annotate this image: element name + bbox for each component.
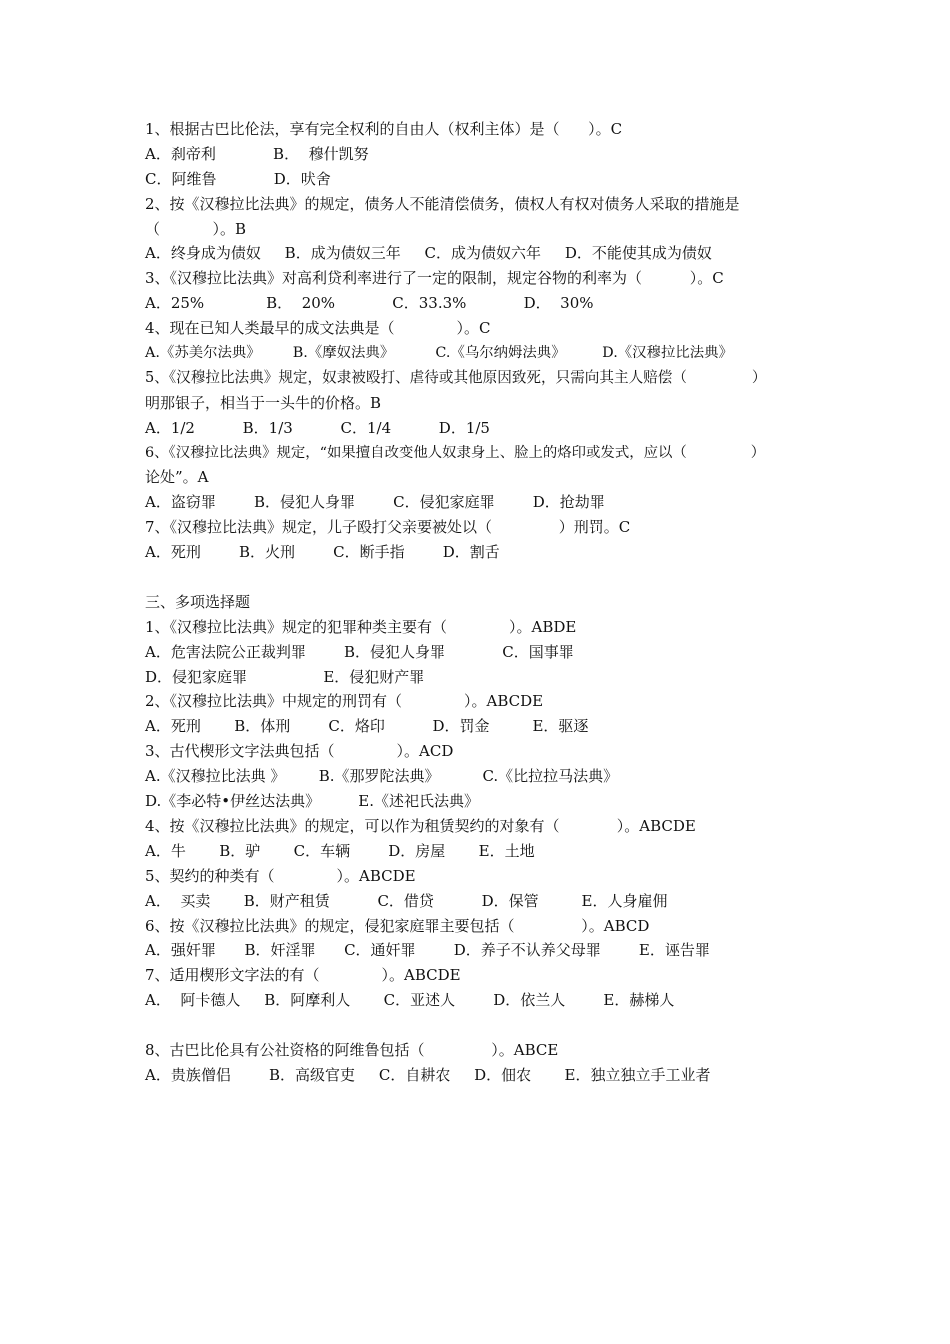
option-line: A.《苏美尔法典》 B.《摩奴法典》 C.《乌尔纳姆法典》 D.《汉穆拉比法典》 xyxy=(145,345,733,362)
option-line: A．死刑 B．体刑 C．烙印 D．罚金 E．驱逐 xyxy=(145,717,589,736)
question-text: 5、契约的种类有（ ）。ABCDE xyxy=(145,866,416,885)
option-line: D．侵犯家庭罪 E．侵犯财产罪 xyxy=(145,667,425,686)
option-line: A．死刑 B．火刑 C．断手指 D．割舌 xyxy=(145,543,500,562)
single-q6 xyxy=(145,441,810,516)
option-line: A．危害法院公正裁判罪 B．侵犯人身罪 C．国事罪 xyxy=(145,642,574,661)
question-text: 7、适用楔形文字法的有（ ）。ABCDE xyxy=(145,966,461,985)
question-text: 7、《汉穆拉比法典》规定，儿子殴打父亲要被处以（ ）刑罚。C xyxy=(145,518,631,537)
option-line: A．盗窃罪 B．侵犯人身罪 C．侵犯家庭罪 D．抢劫罪 xyxy=(145,493,605,512)
question-text: 1、《汉穆拉比法典》规定的犯罪种类主要有（ ）。ABDE xyxy=(145,617,577,636)
question-text: 2、按《汉穆拉比法典》的规定，债务人不能清偿债务，债权人有权对债务人采取的措施是 xyxy=(145,194,740,213)
option-line: C．阿维鲁 D．吠舍 xyxy=(145,169,331,188)
option-line: A．强奸罪 B．奸淫罪 C．通奸罪 D．养子不认养父母罪 E．诬告罪 xyxy=(145,941,710,960)
question-text-cont: 论处”。A xyxy=(145,468,209,487)
question-text: 4、按《汉穆拉比法典》的规定，可以作为租赁契约的对象有（ ）。ABCDE xyxy=(145,816,696,835)
option-line: A． 阿卡德人 B．阿摩利人 C．亚述人 D．依兰人 E．赫梯人 xyxy=(145,991,675,1010)
question-text: 1、根据古巴比伦法，享有完全权利的自由人（权利主体）是（ ）。C xyxy=(145,120,623,138)
option-line: A．牛 B．驴 C．车辆 D．房屋 E．土地 xyxy=(145,841,535,860)
document-content xyxy=(145,117,810,1088)
spacer xyxy=(145,565,810,590)
question-text-cont: （ ）。B xyxy=(145,219,246,238)
option-line: A．1/2 B．1/3 C．1/4 D．1/5 xyxy=(145,418,490,437)
option-line: A．25% B． 20% C．33.3% D． 30% xyxy=(145,294,594,313)
single-q4 xyxy=(145,316,810,366)
option-line: A.《汉穆拉比法典 》 B.《那罗陀法典》 C.《比拉拉马法典》 xyxy=(145,767,619,786)
spacer xyxy=(145,1013,810,1038)
multi-q3 xyxy=(145,739,810,814)
single-q3 xyxy=(145,266,810,316)
question-text: 8、古巴比伦具有公社资格的阿维鲁包括（ ）。ABCE xyxy=(145,1040,559,1059)
multi-q8 xyxy=(145,1038,810,1088)
question-text: 5、《汉穆拉比法典》规定，奴隶被殴打、虐待或其他原因致死，只需向其主人赔偿（ ） xyxy=(145,368,767,386)
question-text-cont: 明那银子，相当于一头牛的价格。B xyxy=(145,393,382,412)
question-text: 2、《汉穆拉比法典》中规定的刑罚有（ ）。ABCDE xyxy=(145,692,544,711)
question-text: 3、古代楔形文字法典包括（ ）。ACD xyxy=(145,742,454,761)
multi-q5 xyxy=(145,864,810,914)
question-text: 6、《汉穆拉比法典》规定，“如果擅自改变他人奴隶身上、脸上的烙印或发式，应以（ ） xyxy=(145,444,766,461)
single-q7 xyxy=(145,515,810,565)
single-q2 xyxy=(145,192,810,267)
question-text: 4、现在已知人类最早的成文法典是（ ）。C xyxy=(145,319,491,338)
multi-q7 xyxy=(145,963,810,1013)
multi-q2 xyxy=(145,689,810,739)
option-line: D.《李必特•伊丝达法典》 E.《述祀氏法典》 xyxy=(145,792,479,811)
question-text: 3、《汉穆拉比法典》对高利贷利率进行了一定的限制，规定谷物的利率为（ ）。C xyxy=(145,269,724,288)
multi-q1 xyxy=(145,615,810,690)
question-text: 6、按《汉穆拉比法典》的规定，侵犯家庭罪主要包括（ ）。ABCD xyxy=(145,916,650,935)
section-title: 三、多项选择题 xyxy=(145,592,251,611)
option-line: A．终身成为债奴 B．成为债奴三年 C．成为债奴六年 D．不能使其成为债奴 xyxy=(145,244,712,263)
multi-q4 xyxy=(145,814,810,864)
single-q5 xyxy=(145,366,810,441)
option-line: A． 买卖 B．财产租赁 C．借贷 D．保管 E．人身雇佣 xyxy=(145,891,668,910)
option-line: A．刹帝利 B． 穆什凯努 xyxy=(145,144,369,163)
option-line: A．贵族僧侣 B．高级官吏 C．自耕农 D．佃农 E．独立独立手工业者 xyxy=(145,1065,711,1084)
single-q1 xyxy=(145,117,810,192)
multi-q6 xyxy=(145,914,810,964)
